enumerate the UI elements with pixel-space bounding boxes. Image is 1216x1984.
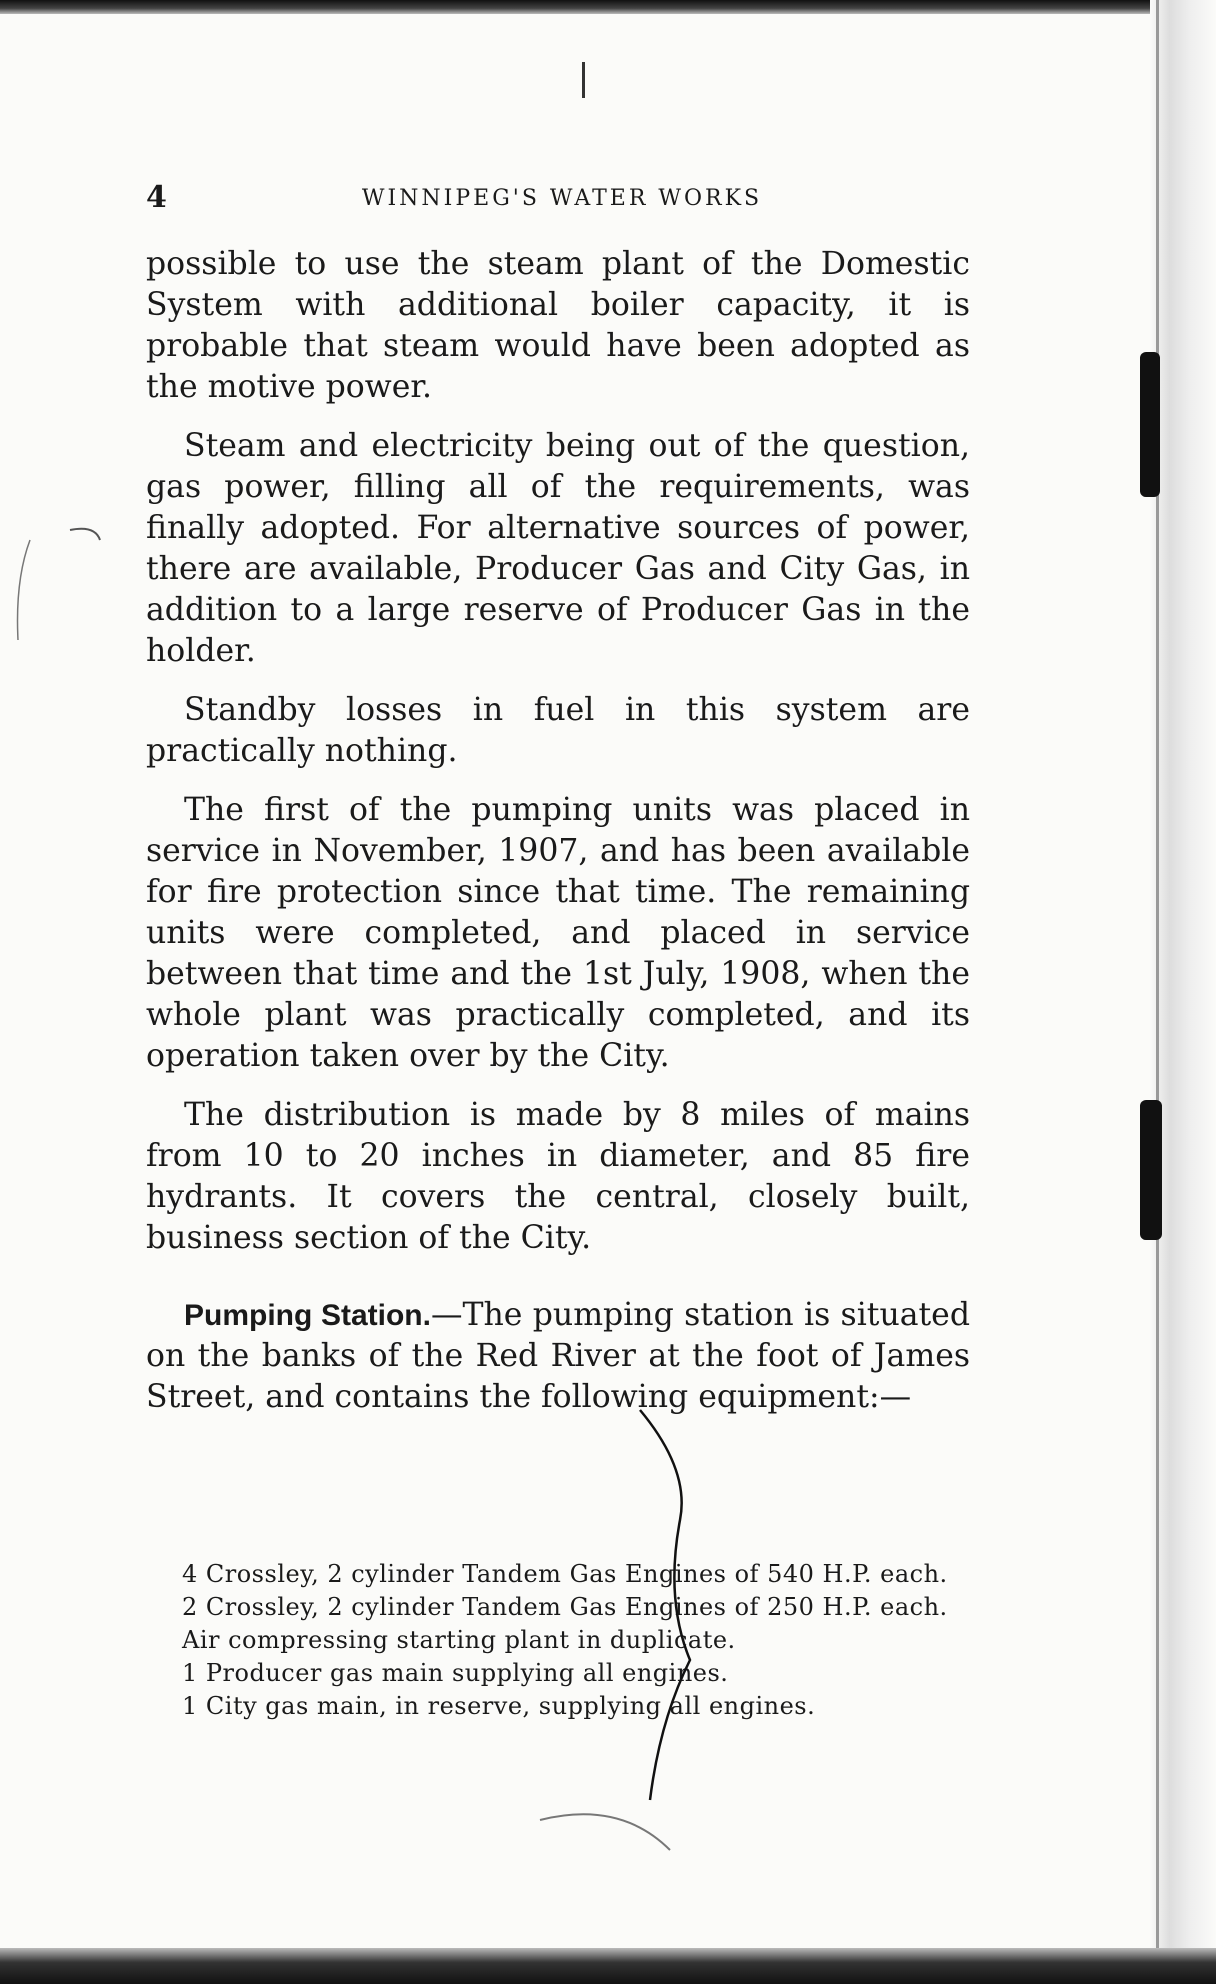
equipment-item: Air compressing starting plant in duplicate. xyxy=(182,1626,736,1654)
paragraph: The distribution is made by 8 miles of mains from 10 to 20 inches in diameter, and 85 fire hydrants. It covers the central, closely built, business section of the City. xyxy=(146,1097,970,1256)
equipment-item: 2 Crossley, 2 cylinder Tandem Gas Engines of 250 H.P. each. xyxy=(182,1593,948,1621)
paragraph: Steam and electricity being out of the question, gas power, filling all of the requirements, was finally adopted. For alternative sources of power, there are available, Producer Gas and City Gas, in addition to a large reserve of Producer Gas in the holder. xyxy=(146,428,970,669)
running-head: WINNIPEG'S WATER WORKS xyxy=(361,186,763,211)
equipment-item: 1 City gas main, in reserve, supplying all engines. xyxy=(182,1692,816,1720)
equipment-item: 1 Producer gas main supplying all engines. xyxy=(182,1659,729,1687)
page-number: 4 xyxy=(146,180,167,215)
paragraph: possible to use the steam plant of the Domestic System with additional boiler capacity, it is probable that steam would have been adopted as the motive power. xyxy=(146,246,970,405)
paragraph: The first of the pumping units was placed in service in November, 1907, and has been available for fire protection since that time. The remaining units were completed, and placed in service between that time and the 1st July, 1908, when the whole plant was practically completed, and its operation taken over by the City. xyxy=(146,792,970,1074)
equipment-item: 4 Crossley, 2 cylinder Tandem Gas Engines of 540 H.P. each. xyxy=(182,1560,948,1588)
section-text: —The pumping station is situated on the banks of the Red River at the foot of James Street, and contains the following equipment:— xyxy=(146,1297,970,1415)
paragraph: Standby losses in fuel in this system are practically nothing. xyxy=(146,692,970,769)
section-heading: Pumping Station. xyxy=(184,1299,431,1332)
